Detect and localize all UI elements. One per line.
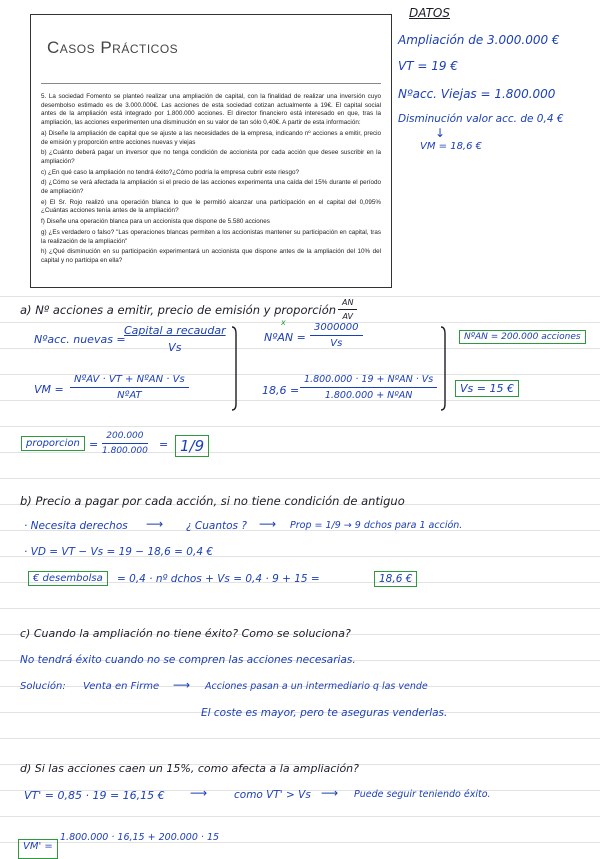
b-line-1a: · Necesita derechos — [24, 520, 128, 532]
formula-3-den: Vs — [330, 338, 343, 350]
c-line-2a: Solución: — [20, 681, 66, 692]
proportion-label: proporcion — [21, 436, 85, 451]
prop-an: AN — [342, 298, 354, 307]
b-result: 18,6 € — [374, 571, 417, 587]
statement-d: d) ¿Cómo se verá afectada la ampliación si el precio de las acciones experimenta una caída del 15% durante el período de ampliación? — [41, 179, 381, 196]
x-mark: x — [281, 318, 286, 327]
statement-title: Casos Prácticos — [47, 38, 179, 57]
c-line-2b: Venta en Firme — [83, 681, 160, 692]
bracket-right — [441, 327, 445, 410]
d-vm-lhs: VM' = — [18, 839, 58, 859]
d-line-1b: como VT' > Vs — [234, 789, 311, 801]
statement-h: h) ¿Qué disminución en su participación experimentará un accionista que dispone antes de la ampliación del 10% del capital y no participa en ella? — [41, 248, 381, 264]
b-line-2: · VD = VT − Vs = 19 − 18,6 = 0,4 € — [24, 546, 214, 558]
c-line-2c: Acciones pasan a un intermediario q las vende — [205, 681, 428, 692]
result-new-shares: NºAN = 200.000 acciones — [459, 330, 586, 344]
right-arrow-icon: ⟶ — [190, 786, 208, 800]
lhs-nan: NºAN = — [264, 331, 306, 344]
result-vs: Vs = 15 € — [455, 380, 519, 397]
statement-g: g) ¿Es verdadero o falso? "Las operaciones blancas permiten a los accionistas mantener su participación en capital, tras la realización de la ampliación" — [41, 228, 381, 245]
formula-5-num: 200.000 — [106, 431, 144, 441]
question-a: a) Nº acciones a emitir, precio de emisión y proporción — [20, 303, 337, 317]
formula-2-den: NºAT — [117, 390, 142, 402]
proportion-equals-2: = — [159, 438, 169, 451]
statement-c: c) ¿En qué caso la ampliación no tendrá éxito?¿Cómo podría la empresa cubrir este riesgo? — [41, 168, 299, 176]
b-desembolsa-label: € desembolsa — [28, 571, 108, 586]
proportion-equals: = — [89, 438, 99, 451]
b-line-1b: ¿ Cuantos ? — [186, 520, 247, 532]
b-line-3: = 0,4 · nº dchos + Vs = 0,4 · 9 + 15 = — [117, 573, 320, 585]
datos-line-1: Ampliación de 3.000.000 € — [398, 33, 560, 47]
bracket-left — [232, 327, 236, 410]
statement-b: b) ¿Cuánto deberá pagar un inversor que no tenga condición de accionista por cada acción que desee suscribir en la ampliación? — [41, 149, 381, 165]
lhs-186: 18,6 = — [262, 384, 300, 397]
formula-5-den: 1.800.000 — [102, 446, 148, 457]
question-d: d) Si las acciones caen un 15%, como afecta a la ampliación? — [20, 762, 359, 775]
prop-av: AV — [342, 312, 353, 322]
b-line-1c: Prop = 1/9 → 9 dchos para 1 acción. — [290, 520, 463, 531]
formula-3-num: 3000000 — [314, 322, 359, 333]
datos-line-5: VM = 18,6 € — [420, 141, 483, 152]
formula-1-den: Vs — [168, 341, 182, 354]
lhs-vm: VM = — [34, 383, 64, 396]
d-line-1a: VT' = 0,85 · 19 = 16,15 € — [24, 789, 165, 802]
right-arrow-icon: ⟶ — [321, 786, 339, 800]
right-arrow-icon: ⟶ — [146, 517, 164, 531]
right-arrow-icon: ⟶ — [173, 678, 191, 692]
down-arrow-icon: ↓ — [435, 126, 446, 140]
datos-heading: DATOS — [409, 6, 450, 20]
datos-line-3: Nºacc. Viejas = 1.800.000 — [398, 87, 556, 101]
lhs-new-shares: Nºacc. nuevas = — [34, 333, 126, 346]
c-line-3: El coste es mayor, pero te aseguras venderlas. — [201, 707, 448, 719]
formula-1-num: Capital a recaudar — [124, 324, 226, 337]
formula-4-num: 1.800.000 · 19 + NºAN · Vs — [304, 374, 434, 385]
datos-line-2: VT = 19 € — [398, 59, 458, 73]
c-line-1: No tendrá éxito cuando no se compren las acciones necesarias. — [20, 654, 356, 666]
right-arrow-icon: ⟶ — [259, 517, 277, 531]
statement-e: e) El Sr. Rojo realizó una operación blanca lo que le permitió alcanzar una participación en el capital del 0,095% ¿Cuántas acciones tenía antes de la ampliación? — [41, 198, 381, 215]
formula-2-num: NºAV · VT + NºAN · Vs — [74, 374, 185, 385]
statement-intro: 5. La sociedad Fomento se planteó realizar una ampliación de capital, con la finalidad de realizar una inversión cuyo desembolso estimado es de 3.000.000€. Las acciones de esta sociedad cotizan actualmente a 19€. El capital social antes de la ampliación está integrado por 1.800.000 acciones. El director financiero está interesado en que, tras la ampliación, las acciones experimenten una disminución en su valor de tan sólo 0,40€. A partir de esta información: — [41, 93, 381, 127]
d-line-1c: Puede seguir teniendo éxito. — [354, 789, 491, 800]
question-b: b) Precio a pagar por cada acción, si no tiene condición de antiguo — [20, 494, 405, 508]
proportion-result: 1/9 — [175, 435, 209, 457]
d-formula-num: 1.800.000 · 16,15 + 200.000 · 15 — [60, 832, 220, 843]
statement-f: f) Diseñe una operación blanca para un accionista que dispone de 5.580 acciones — [41, 218, 270, 226]
question-c: c) Cuando la ampliación no tiene éxito? Como se soluciona? — [20, 627, 351, 640]
statement-a: a) Diseñe la ampliación de capital que se ajuste a las necesidades de la empresa, indicando nº acciones a emitir, precio de emisión y proporción entre acciones nuevas y viejas — [41, 129, 381, 146]
datos-line-4: Disminución valor acc. de 0,4 € — [398, 113, 564, 125]
formula-4-den: 1.800.000 + NºAN — [324, 390, 413, 402]
